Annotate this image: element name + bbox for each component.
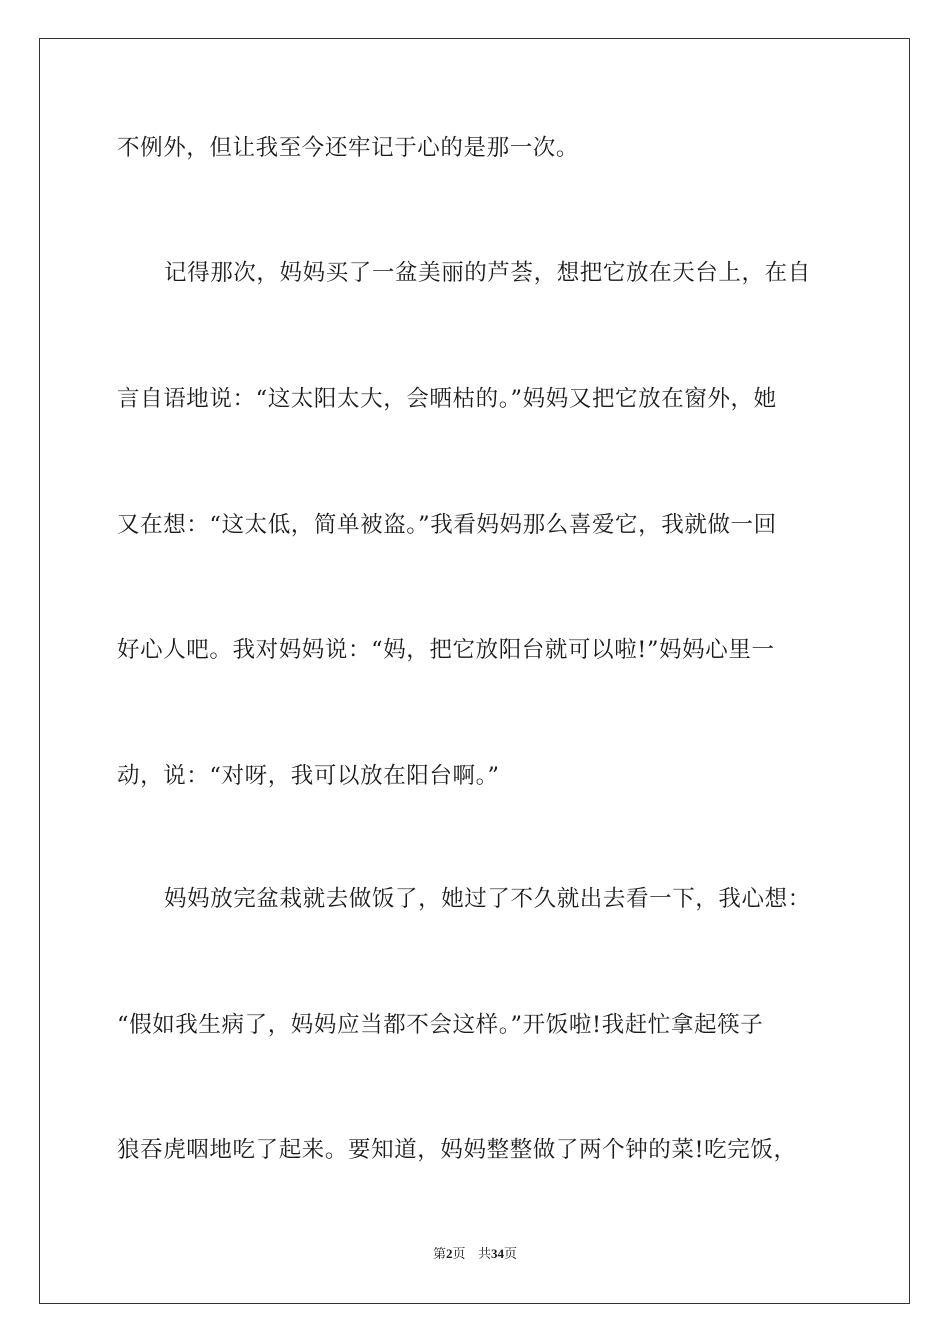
footer-total-suffix: 页 [503, 1247, 517, 1262]
text-line: 言自语地说：“这太阳太大，会晒枯的。”妈妈又把它放在窗外，她 [117, 386, 777, 412]
current-page-number: 2 [446, 1246, 453, 1261]
text-line: “假如我生病了，妈妈应当都不会这样。”开饭啦!我赶忙拿起筷子 [117, 1012, 764, 1038]
total-page-count: 34 [490, 1246, 504, 1261]
footer-prefix: 第 [433, 1247, 447, 1262]
text-line: 狼吞虎咽地吃了起来。要知道，妈妈整整做了两个钟的菜!吃完饭， [117, 1137, 797, 1163]
text-line: 动，说：“对呀，我可以放在阳台啊。” [117, 763, 500, 789]
footer-total-prefix: 共 [477, 1247, 491, 1262]
text-line: 好心人吧。我对妈妈说：“妈，把它放阳台就可以啦!”妈妈心里一 [117, 637, 775, 663]
page-number-footer [0, 1245, 950, 1264]
text-line: 不例外，但让我至今还牢记于心的是那一次。 [117, 135, 580, 161]
footer-page-word: 页 [452, 1247, 466, 1262]
page-border [39, 38, 910, 1304]
text-line: 又在想：“这太低，简单被盗。”我看妈妈那么喜爱它，我就做一回 [117, 512, 777, 538]
text-line: 妈妈放完盆栽就去做饭了，她过了不久就出去看一下，我心想： [164, 886, 811, 912]
text-line: 记得那次，妈妈买了一盆美丽的芦荟，想把它放在天台上，在自 [164, 260, 811, 286]
